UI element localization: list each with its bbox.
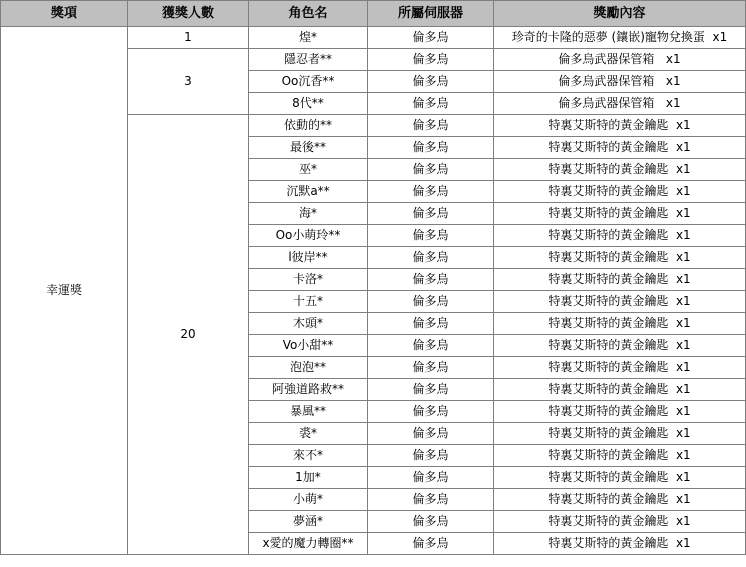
server-cell: 倫多烏	[368, 71, 494, 93]
server-cell: 倫多烏	[368, 511, 494, 533]
server-cell: 倫多烏	[368, 445, 494, 467]
server-cell: 倫多烏	[368, 159, 494, 181]
server-cell: 倫多烏	[368, 489, 494, 511]
award-name-cell: 幸運獎	[1, 27, 128, 555]
character-name-cell: 海*	[249, 203, 368, 225]
reward-cell: 特裏艾斯特的黃金鑰匙 x1	[494, 313, 746, 335]
winner-count-cell: 20	[128, 115, 249, 555]
server-cell: 倫多烏	[368, 93, 494, 115]
character-name-cell: 巫*	[249, 159, 368, 181]
header-row	[1, 1, 746, 27]
server-cell: 倫多烏	[368, 423, 494, 445]
character-name-cell: 裘*	[249, 423, 368, 445]
reward-cell: 特裏艾斯特的黃金鑰匙 x1	[494, 225, 746, 247]
reward-cell: 特裏艾斯特的黃金鑰匙 x1	[494, 357, 746, 379]
server-cell: 倫多烏	[368, 137, 494, 159]
reward-cell: 特裏艾斯特的黃金鑰匙 x1	[494, 137, 746, 159]
server-cell: 倫多烏	[368, 335, 494, 357]
reward-cell: 特裏艾斯特的黃金鑰匙 x1	[494, 445, 746, 467]
character-name-cell: 沉默a**	[249, 181, 368, 203]
reward-cell: 特裏艾斯特的黃金鑰匙 x1	[494, 269, 746, 291]
reward-cell: 倫多烏武器保管箱 x1	[494, 49, 746, 71]
server-cell: 倫多烏	[368, 225, 494, 247]
server-cell: 倫多烏	[368, 401, 494, 423]
character-name-cell: Oo小萌玲**	[249, 225, 368, 247]
reward-cell: 特裏艾斯特的黃金鑰匙 x1	[494, 115, 746, 137]
character-name-cell: 夢涵*	[249, 511, 368, 533]
winner-count-cell: 1	[128, 27, 249, 49]
server-cell: 倫多烏	[368, 313, 494, 335]
character-name-cell: 來不*	[249, 445, 368, 467]
character-name-cell: 小萌*	[249, 489, 368, 511]
table-row	[1, 27, 746, 49]
header-award: 獎項	[1, 1, 128, 27]
server-cell: 倫多烏	[368, 291, 494, 313]
character-name-cell: 隱忍者**	[249, 49, 368, 71]
server-cell: 倫多烏	[368, 269, 494, 291]
reward-cell: 特裏艾斯特的黃金鑰匙 x1	[494, 159, 746, 181]
character-name-cell: 阿強道路救**	[249, 379, 368, 401]
server-cell: 倫多烏	[368, 115, 494, 137]
reward-cell: 特裏艾斯特的黃金鑰匙 x1	[494, 203, 746, 225]
reward-cell: 特裏艾斯特的黃金鑰匙 x1	[494, 511, 746, 533]
reward-cell: 特裏艾斯特的黃金鑰匙 x1	[494, 401, 746, 423]
reward-cell: 特裏艾斯特的黃金鑰匙 x1	[494, 181, 746, 203]
reward-cell: 特裏艾斯特的黃金鑰匙 x1	[494, 489, 746, 511]
reward-cell: 特裏艾斯特的黃金鑰匙 x1	[494, 379, 746, 401]
server-cell: 倫多烏	[368, 247, 494, 269]
character-name-cell: 泡泡**	[249, 357, 368, 379]
table-header	[1, 1, 746, 27]
character-name-cell: Vo小甜**	[249, 335, 368, 357]
reward-cell: 特裏艾斯特的黃金鑰匙 x1	[494, 247, 746, 269]
server-cell: 倫多烏	[368, 203, 494, 225]
winner-count-cell: 3	[128, 49, 249, 115]
character-name-cell: 木頭*	[249, 313, 368, 335]
header-winner-count: 獲獎人數	[128, 1, 249, 27]
character-name-cell: l彼岸**	[249, 247, 368, 269]
server-cell: 倫多烏	[368, 181, 494, 203]
header-server: 所屬伺服器	[368, 1, 494, 27]
reward-cell: 特裏艾斯特的黃金鑰匙 x1	[494, 533, 746, 555]
character-name-cell: 煌*	[249, 27, 368, 49]
reward-cell: 珍奇的卡隆的惡夢 (鑲嵌)寵物兌換蛋 x1	[494, 27, 746, 49]
reward-cell: 特裏艾斯特的黃金鑰匙 x1	[494, 291, 746, 313]
character-name-cell: 十五*	[249, 291, 368, 313]
character-name-cell: 依動的**	[249, 115, 368, 137]
header-reward: 獎勵內容	[494, 1, 746, 27]
character-name-cell: x愛的魔力轉圈**	[249, 533, 368, 555]
reward-cell: 特裏艾斯特的黃金鑰匙 x1	[494, 335, 746, 357]
reward-cell: 特裏艾斯特的黃金鑰匙 x1	[494, 467, 746, 489]
server-cell: 倫多烏	[368, 357, 494, 379]
character-name-cell: 1加*	[249, 467, 368, 489]
character-name-cell: 暴風**	[249, 401, 368, 423]
server-cell: 倫多烏	[368, 533, 494, 555]
reward-cell: 倫多烏武器保管箱 x1	[494, 93, 746, 115]
server-cell: 倫多烏	[368, 27, 494, 49]
server-cell: 倫多烏	[368, 49, 494, 71]
character-name-cell: 最後**	[249, 137, 368, 159]
reward-cell: 特裏艾斯特的黃金鑰匙 x1	[494, 423, 746, 445]
character-name-cell: 卡洛*	[249, 269, 368, 291]
server-cell: 倫多烏	[368, 379, 494, 401]
server-cell: 倫多烏	[368, 467, 494, 489]
character-name-cell: 8代**	[249, 93, 368, 115]
table-body	[1, 27, 746, 555]
reward-cell: 倫多烏武器保管箱 x1	[494, 71, 746, 93]
header-character: 角色名	[249, 1, 368, 27]
character-name-cell: Oo沉香**	[249, 71, 368, 93]
